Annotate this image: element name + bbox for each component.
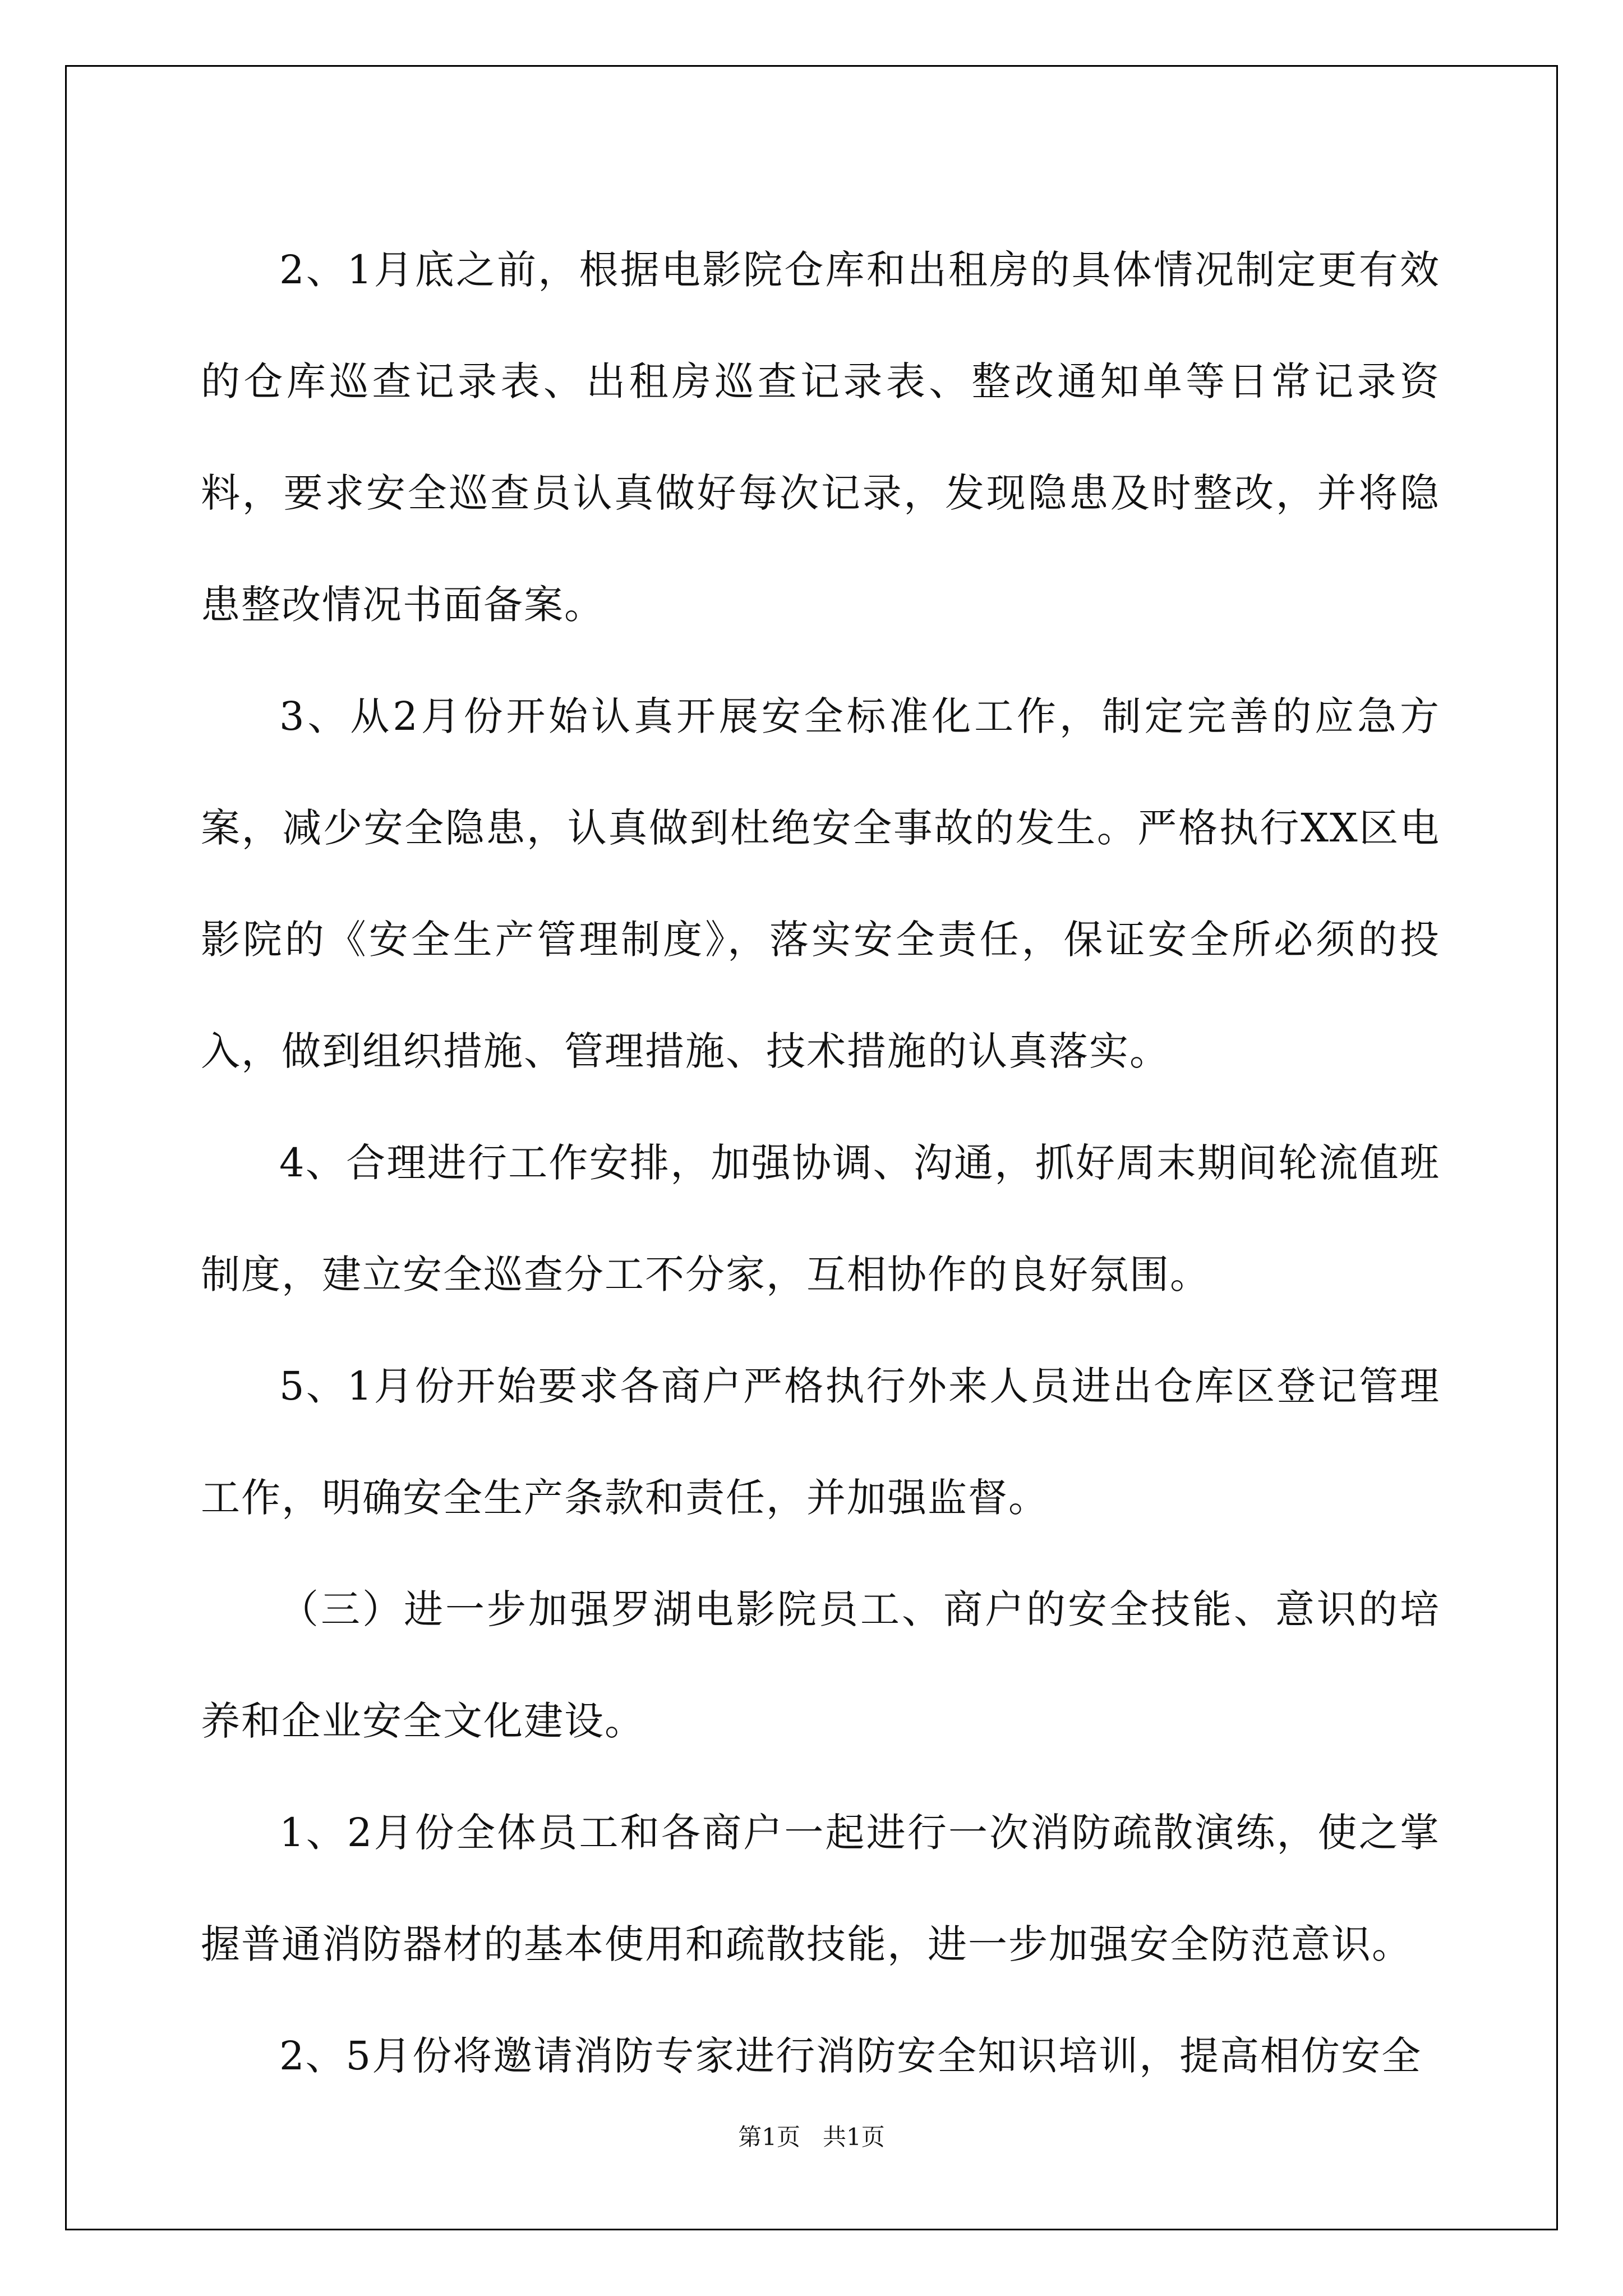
page-number: 第1页 xyxy=(738,2123,800,2151)
paragraph-item-1: 1、2月份全体员工和各商户一起进行一次消防疏散演练，使之掌握普通消防器材的基本使用和疏散技能，进一步加强安全防范意识。 xyxy=(201,1810,1440,1967)
paragraph-item-5: 5、1月份开始要求各商户严格执行外来人员进出仓库区登记管理工作，明确安全生产条款和责任，并加强监督。 xyxy=(201,1363,1440,1521)
paragraph-item-2-training: 2、5月份将邀请消防专家进行消防安全知识培训，提高相仿安全 xyxy=(279,2033,1422,2079)
page-total: 共1页 xyxy=(823,2123,885,2151)
paragraph-item-2: 2、1月底之前，根据电影院仓库和出租房的具体情况制定更有效的仓库巡查记录表、出租房巡查记录表、整改通知单等日常记录资料，要求安全巡查员认真做好每次记录，发现隐患及时整改，并将隐患整改情况书面备案。 xyxy=(201,247,1440,628)
paragraph-item-3: 3、从2月份开始认真开展安全标准化工作，制定完善的应急方案，减少安全隐患，认真做到杜绝安全事故的发生。严格执行XX区电影院的《安全生产管理制度》，落实安全责任，保证安全所必须的投入，做到组织措施、管理措施、技术措施的认真落实。 xyxy=(201,693,1440,1074)
page-footer xyxy=(0,2120,1623,2154)
paragraph-item-4: 4、合理进行工作安排，加强协调、沟通，抓好周末期间轮流值班制度，建立安全巡查分工不分家，互相协作的良好氛围。 xyxy=(201,1140,1440,1297)
document-body xyxy=(201,214,1440,2112)
paragraph-section-3: （三）进一步加强罗湖电影院员工、商户的安全技能、意识的培养和企业安全文化建设。 xyxy=(201,1586,1440,1744)
